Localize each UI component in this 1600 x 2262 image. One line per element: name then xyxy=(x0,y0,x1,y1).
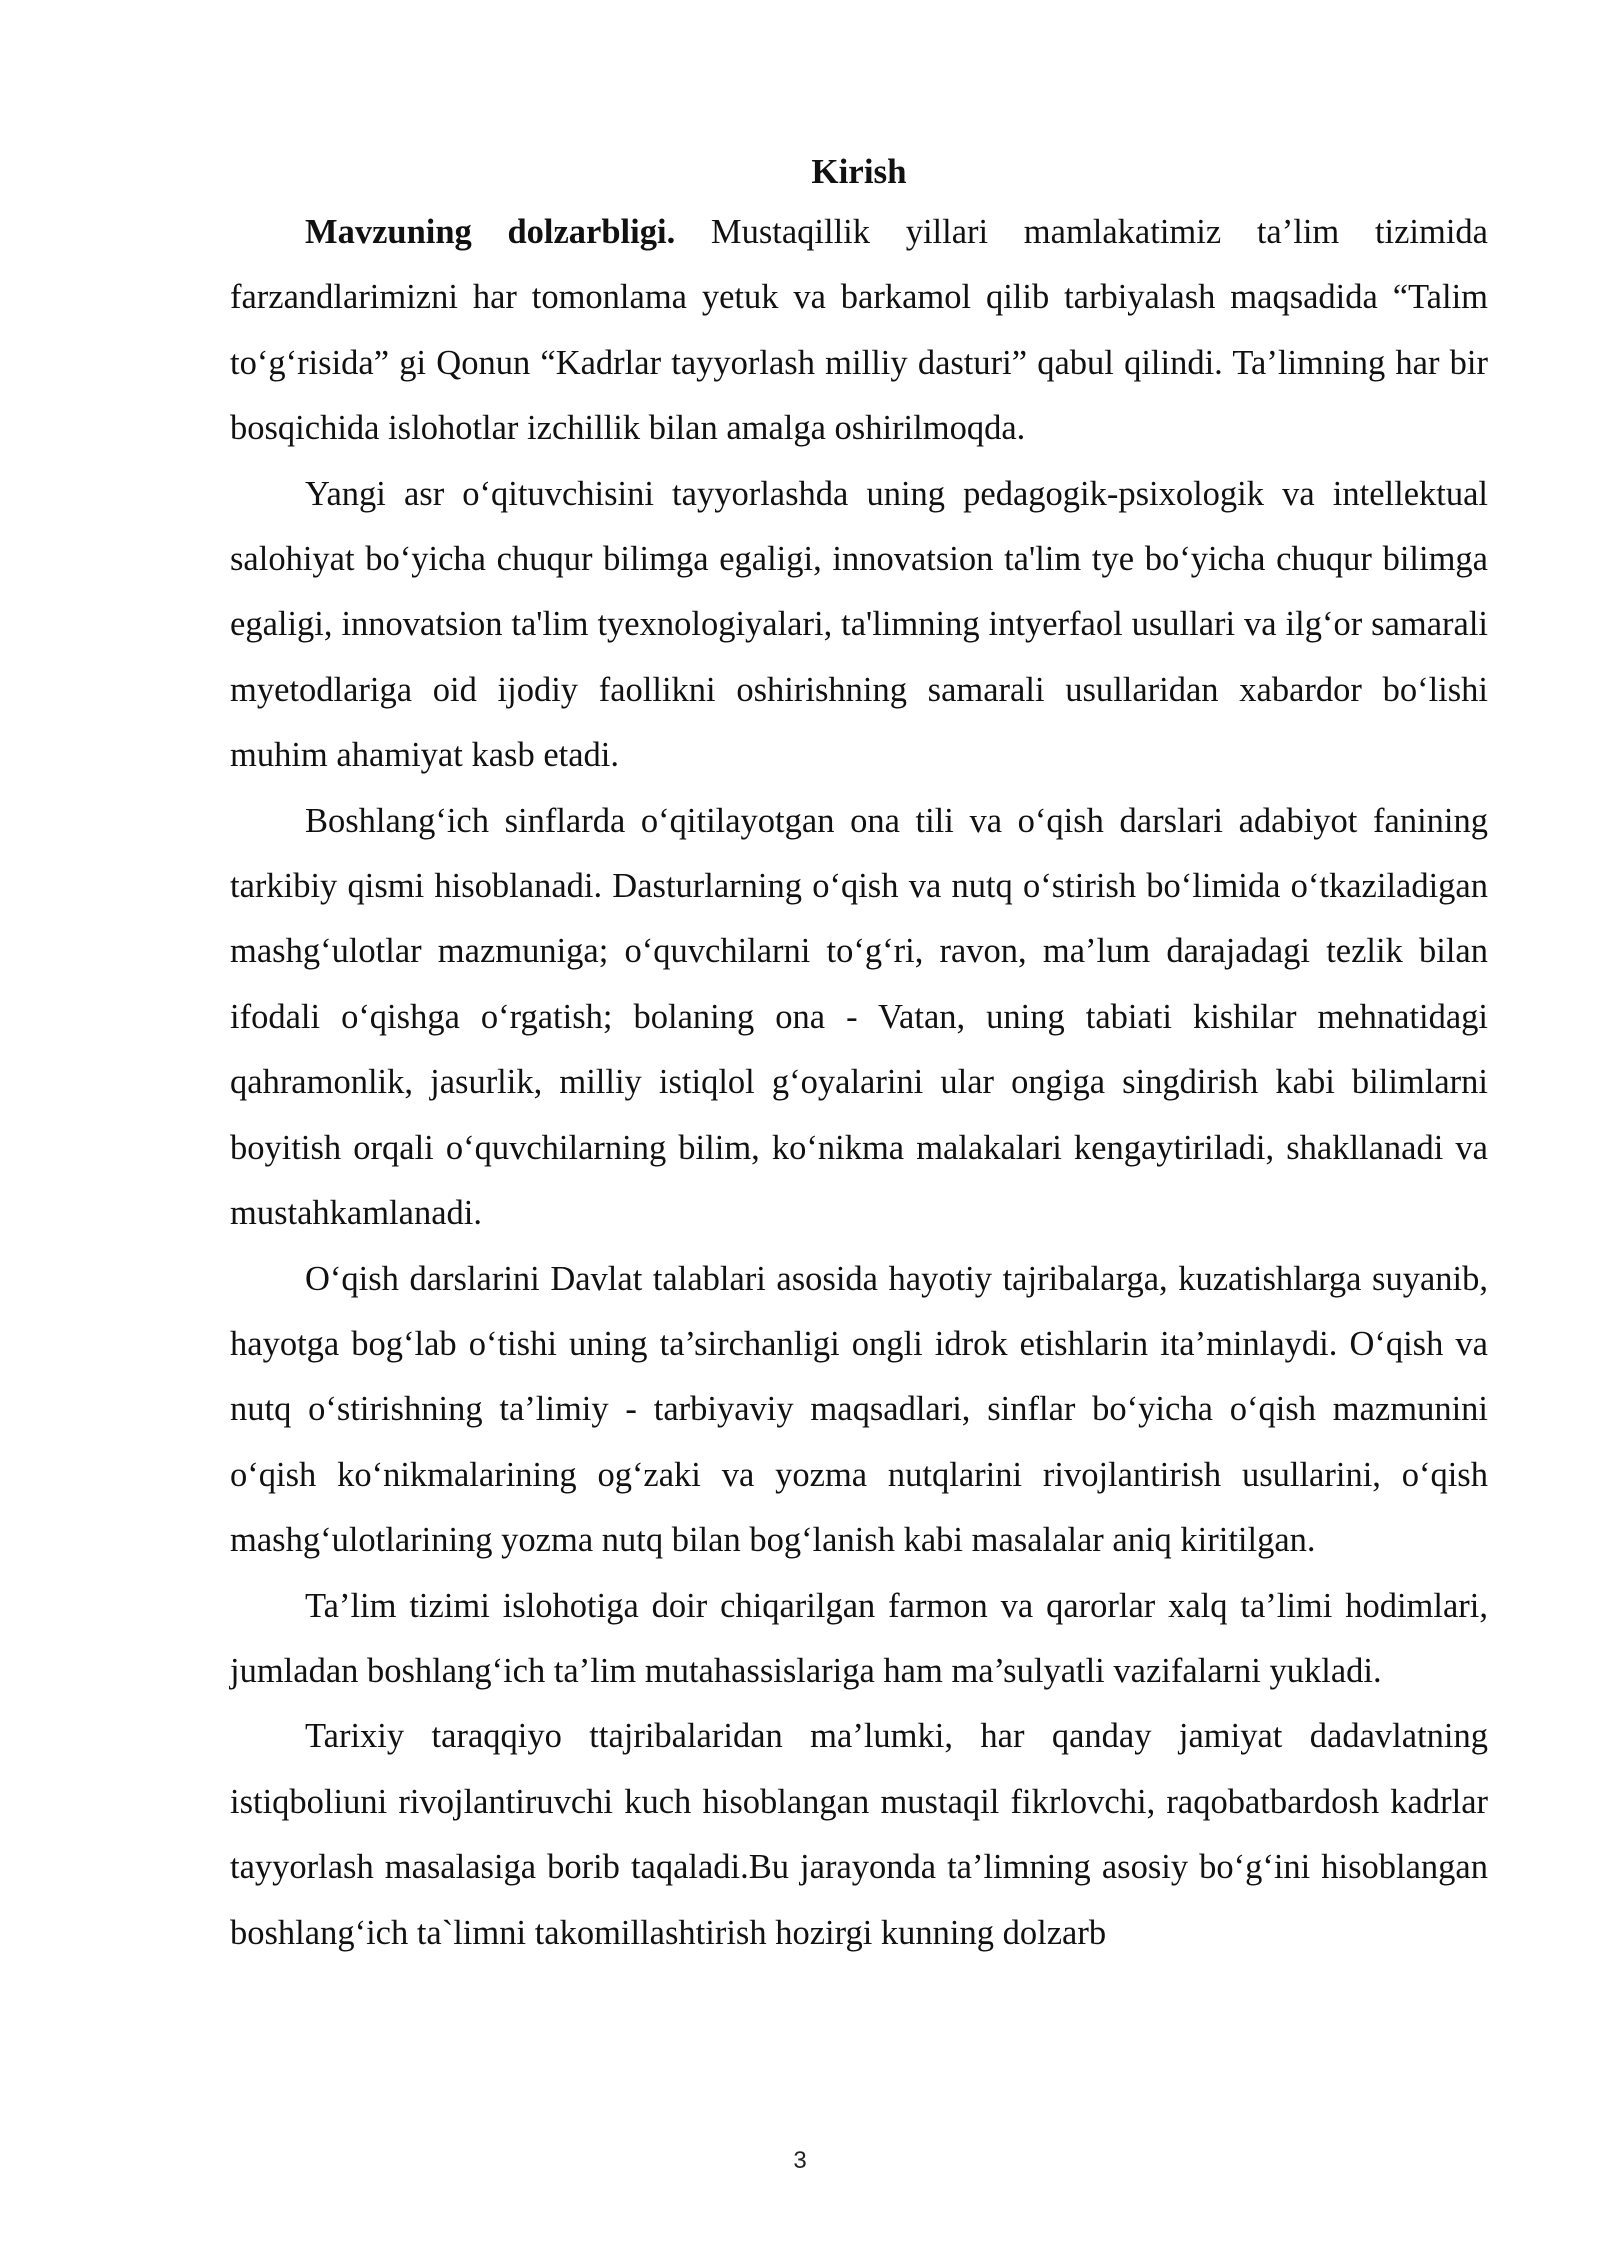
paragraph-teacher-training xyxy=(230,462,1488,789)
section-title: Kirish xyxy=(811,152,907,191)
paragraph-text: Tarixiy taraqqiyo ttajribalaridan ma’lumki, har qanday jamiyat dadavlatning istiqboliuni rivojlantiruvchi kuch hisoblangan mustaqil fikrlovchi, raqobatbardosh kadrlar tayyorlash masalasiga borib taqaladi.Bu jarayonda ta’limning asosiy bo‘g‘ini hisoblangan boshlang‘ich ta`limni takomillashtirish hozirgi kunning dolzarb xyxy=(230,1717,1488,1952)
paragraph-text: O‘qish darslarini Davlat talablari asosida hayotiy tajribalarga, kuzatishlarga suyanib, hayotga bog‘lab o‘tishi uning ta’sirchanligi ongli idrok etishlarin ita’minlaydi. O‘qish va nutq o‘stirishning ta’limiy - tarbiyaviy maqsadlari, sinflar bo‘yicha o‘qish mazmunini o‘qish ko‘nikmalarining og‘zaki va yozma nutqlarini rivojlantirish usullarini, o‘qish mashg‘ulotlarining yozma nutq bilan bog‘lanish kabi masalalar aniq kiritilgan. xyxy=(230,1259,1488,1560)
paragraph-relevance xyxy=(230,200,1488,462)
paragraph-text: Boshlang‘ich sinflarda o‘qitilayotgan ona tili va o‘qish darslari adabiyot fanining tarkibiy qismi hisoblanadi. Dasturlarning o‘qish va nutq o‘stirish bo‘limida o‘tkaziladigan mashg‘ulotlar mazmuniga; o‘quvchilarni to‘g‘ri, ravon, ma’lum darajadagi tezlik bilan ifodali o‘qishga o‘rgatish; bolaning ona - Vatan, uning tabiati kishilar mehnatidagi qahramonlik, jasurlik, milliy istiqlol g‘oyalarini ular ongiga singdirish kabi bilimlarni boyitish orqali o‘quvchilarning bilim, ko‘nikma malakalari kengaytiriladi, shakllanadi va mustahkamlanadi. xyxy=(230,801,1488,1233)
paragraph-reading-lessons xyxy=(230,1247,1488,1574)
paragraph-historical-experience xyxy=(230,1704,1488,1966)
paragraph-education-reform xyxy=(230,1574,1488,1705)
paragraph-primary-classes xyxy=(230,789,1488,1247)
paragraph-lead: Mavzuning dolzarbligi. xyxy=(305,213,676,251)
page-number: 3 xyxy=(793,2147,807,2174)
paragraph-text: Yangi asr o‘qituvchisini tayyorlashda uning pedagogik-psixologik va intellektual salohiyat bo‘yicha chuqur bilimga egaligi, innovatsion ta'lim tye bo‘yicha chuqur bilimga egaligi, innovatsion ta'lim tyexnologiyalari, ta'limning intyerfaol usullari va ilg‘or samarali myetodlariga oid ijodiy faollikni oshirishning samarali usullaridan xabardor bo‘lishi muhim ahamiyat kasb etadi. xyxy=(230,474,1488,775)
paragraph-text: Ta’lim tizimi islohotiga doir chiqarilgan farmon va qarorlar xalq ta’limi hodimlari, jumladan boshlang‘ich ta’lim mutahassislariga ham ma’sulyatli vazifalarni yukladi. xyxy=(230,1586,1488,1690)
paragraph-text: Mustaqillik yillari mamlakatimiz ta’lim tizimida farzandlarimizni har tomonlama yetuk va barkamol qilib tarbiyalash maqsadida “Talim to‘g‘risida” gi Qonun “Kadrlar tayyorlash milliy dasturi” qabul qilindi. Ta’limning har bir bosqichida islohotlar izchillik bilan amalga oshirilmoqda. xyxy=(230,213,1488,448)
document-body xyxy=(230,150,1488,1966)
